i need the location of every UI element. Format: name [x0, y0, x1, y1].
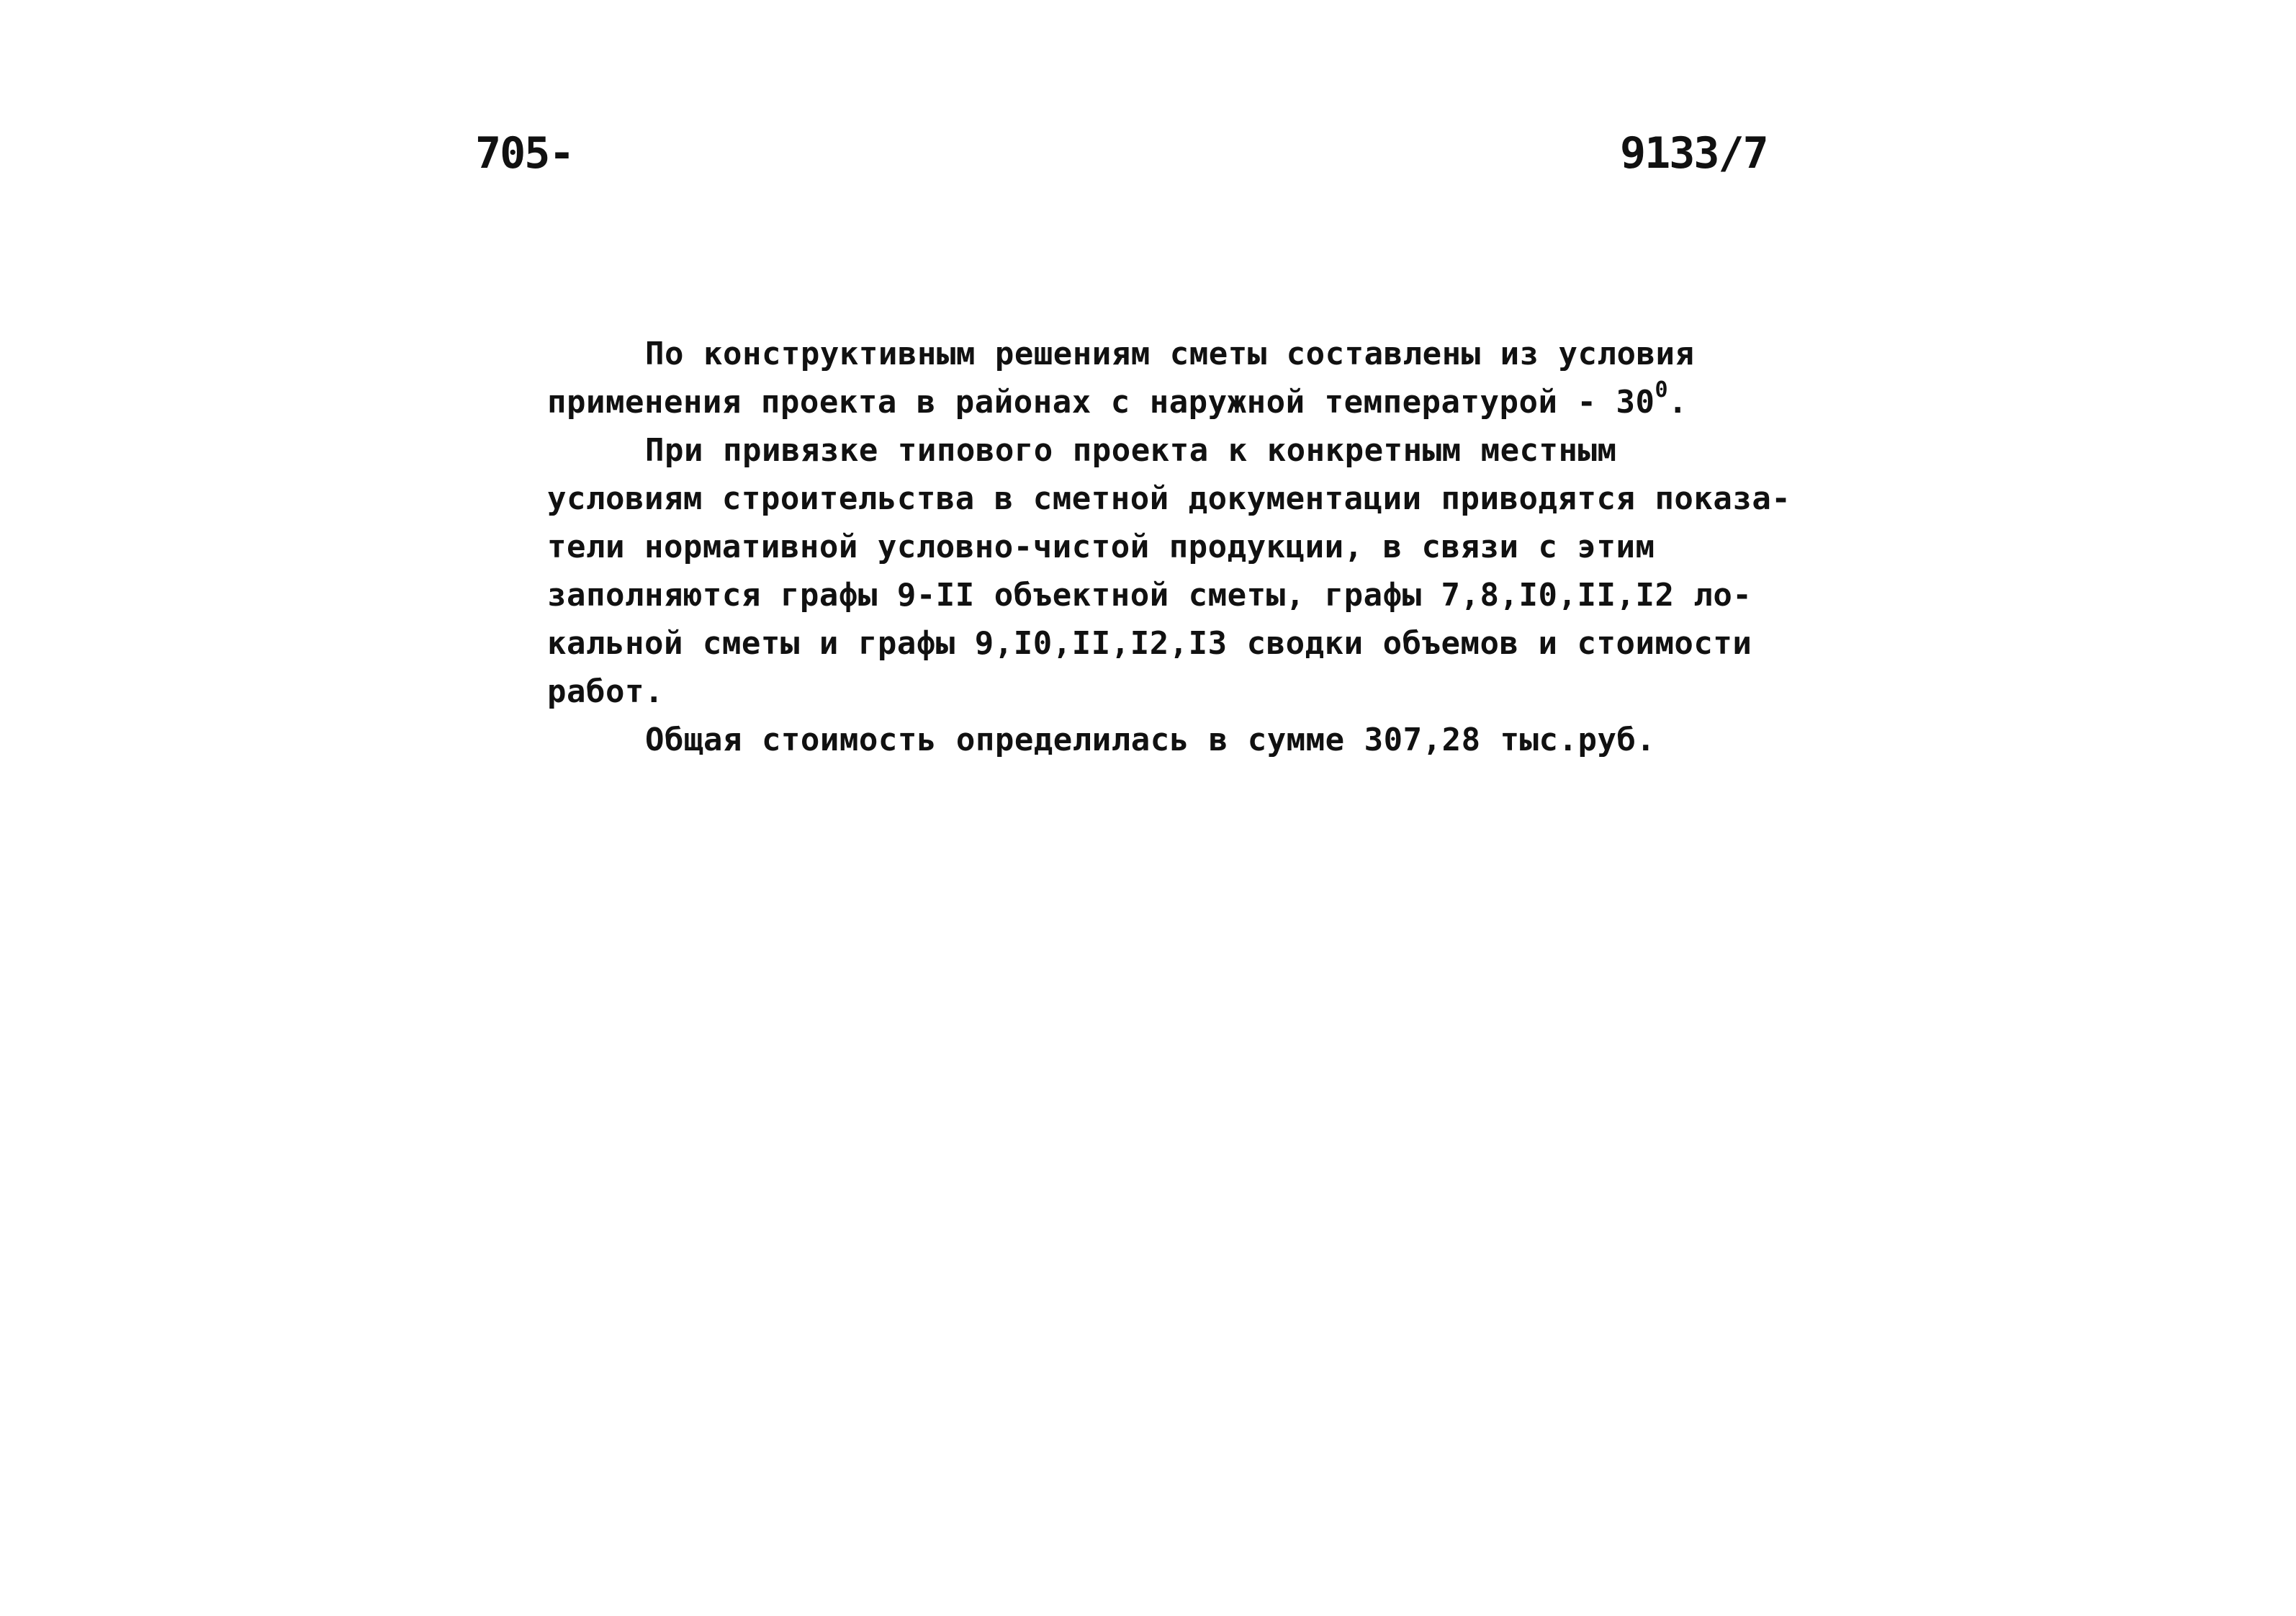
text-line: работ. — [547, 673, 664, 710]
document-code: 9133/7 — [1620, 128, 1768, 179]
text-line-part: применения проекта в районах с наружной температурой - 30 — [547, 384, 1655, 421]
paragraph-3 — [547, 716, 1836, 764]
text-line: заполняются графы 9-II объектной сметы, графы 7,8,I0,II,I2 ло- — [547, 577, 1752, 614]
text-line: При привязке типового проекта к конкретным местным — [645, 432, 1617, 469]
line-end: . — [1668, 384, 1688, 421]
text-line: тели нормативной условно-чистой продукции, в связи с этим — [547, 529, 1655, 565]
text-line: кальной сметы и графы 9,I0,II,I2,I3 сводки объемов и стоимости — [547, 625, 1752, 662]
paragraph-1 — [547, 330, 1836, 426]
degree-mark: 0 — [1655, 377, 1669, 403]
text-line: Общая стоимость определилась в сумме 307,28 тыс.руб. — [645, 722, 1656, 758]
text-line: По конструктивным решениям сметы составлены из условия — [645, 336, 1695, 372]
text-line — [547, 378, 1836, 426]
document-body — [547, 330, 1836, 764]
paragraph-2 — [547, 426, 1836, 716]
page-number: 705- — [475, 128, 574, 179]
text-line: условиям строительства в сметной документации приводятся показа- — [547, 480, 1791, 517]
